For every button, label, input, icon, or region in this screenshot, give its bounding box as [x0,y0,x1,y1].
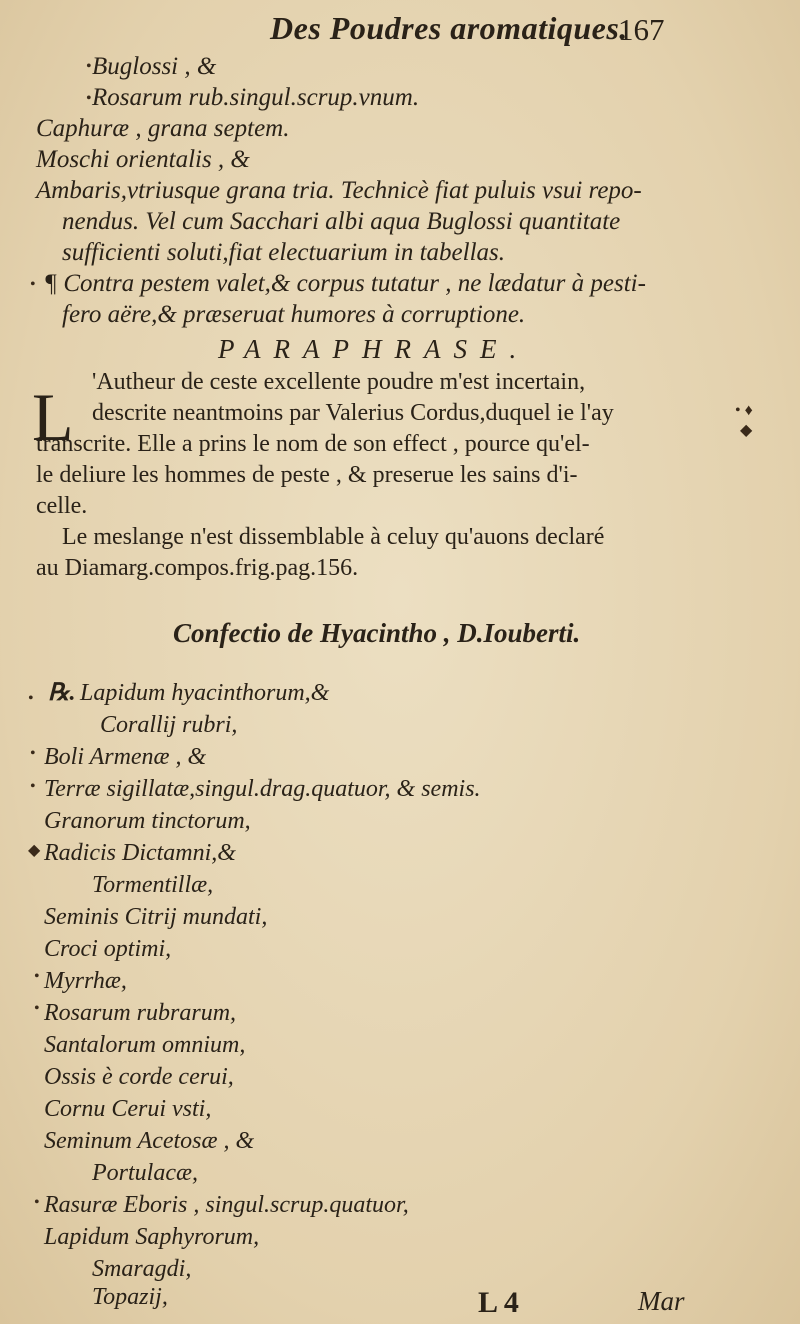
recipe-line: ¶ Contra pestem valet,& corpus tutatur , ne lædatur à pesti- [44,270,646,297]
margin-mark: • [34,1000,40,1017]
paraphrase-line: le deliure les hommes de peste , & preserue les sains d'i- [36,462,578,488]
paraphrase-line: 'Autheur de ceste excellente poudre m'est incertain, [92,369,586,395]
paraphrase-line: Le meslange n'est dissemblable à celuy qu'auons declaré [62,524,605,550]
ingredient-line: Terræ sigillatæ,singul.drag.quatuor, & semis. [44,776,481,802]
ingredient-line: Tormentillæ, [92,872,214,898]
paraphrase-line: au Diamarg.compos.frig.pag.156. [36,555,359,581]
ingredient-line: Rasuræ Eboris , singul.scrup.quatuor, [44,1192,409,1218]
ingredient-line: Lapidum hyacinthorum,& [80,680,330,706]
drop-cap: L [32,379,74,455]
ingredient-line: Seminis Citrij mundati, [44,904,268,930]
catchword: Mar [638,1286,685,1316]
ingredient-line: Cornu Cerui vsti, [44,1096,212,1122]
recipe-line: Buglossi , & [92,53,217,80]
ingredient-line: Smaragdi, [92,1256,192,1282]
margin-mark: • [30,745,36,762]
ingredient-line: Rosarum rubrarum, [44,1000,237,1026]
margin-mark: • ♦ [735,402,753,419]
ingredient-line: Santalorum omnium, [44,1032,246,1058]
ingredient-line: Seminum Acetosæ , & [44,1128,255,1154]
recipe-symbol: ℞. [48,680,76,706]
margin-mark: • [34,1194,40,1211]
recipe-line: Caphuræ , grana septem. [36,115,290,142]
recipe-line: Moschi orientalis , & [36,146,250,173]
paraphrase-heading: PARAPHRASE. [218,334,530,364]
margin-mark: • [30,778,36,795]
page-header [0,8,800,48]
ingredient-line: Croci optimi, [44,936,172,962]
recipe-line: nendus. Vel cum Sacchari albi aqua Buglossi quantitate [62,208,621,235]
running-head: Des Poudres aromatiques. [270,10,628,46]
paraphrase-line: celle. [36,493,88,519]
ingredient-line: Topazij, [92,1284,168,1310]
paraphrase-line: descrite neantmoins par Valerius Cordus,duquel ie l'ay [92,400,614,426]
recipe-line: Ambaris,vtriusque grana tria. Technicè fiat puluis vsui repo- [36,177,642,204]
confection-title: Confectio de Hyacintho , D.Iouberti. [173,618,581,648]
margin-mark: • [34,968,40,985]
ingredient-line: Radicis Dictamni,& [44,840,236,866]
margin-mark: • [86,90,92,107]
margin-mark: ◆ [740,422,753,439]
ingredient-line: Granorum tinctorum, [44,808,251,834]
margin-mark: • [28,690,34,707]
ingredient-line: Ossis è corde cerui, [44,1064,234,1090]
margin-mark: • [30,276,36,293]
ingredient-line: Myrrhæ, [44,968,127,994]
margin-mark: • [86,58,92,75]
ingredient-line: Boli Armenæ , & [44,744,207,770]
margin-mark: ◆ [28,842,41,859]
recipe-line: Rosarum rub.singul.scrup.vnum. [92,84,420,111]
recipe-line: sufficienti soluti,fiat electuarium in tabellas. [62,239,506,266]
page-number: 167 [618,12,665,47]
ingredient-line: Portulacæ, [92,1160,198,1186]
recipe-line: fero aëre,& præseruat humores à corruptione. [62,301,526,328]
ingredient-line: Corallij rubri, [100,712,238,738]
paraphrase-line: transcrite. Elle a prins le nom de son effect , pource qu'el- [36,431,590,457]
ingredient-line: Lapidum Saphyrorum, [44,1224,260,1250]
signature-mark: L 4 [478,1286,519,1319]
